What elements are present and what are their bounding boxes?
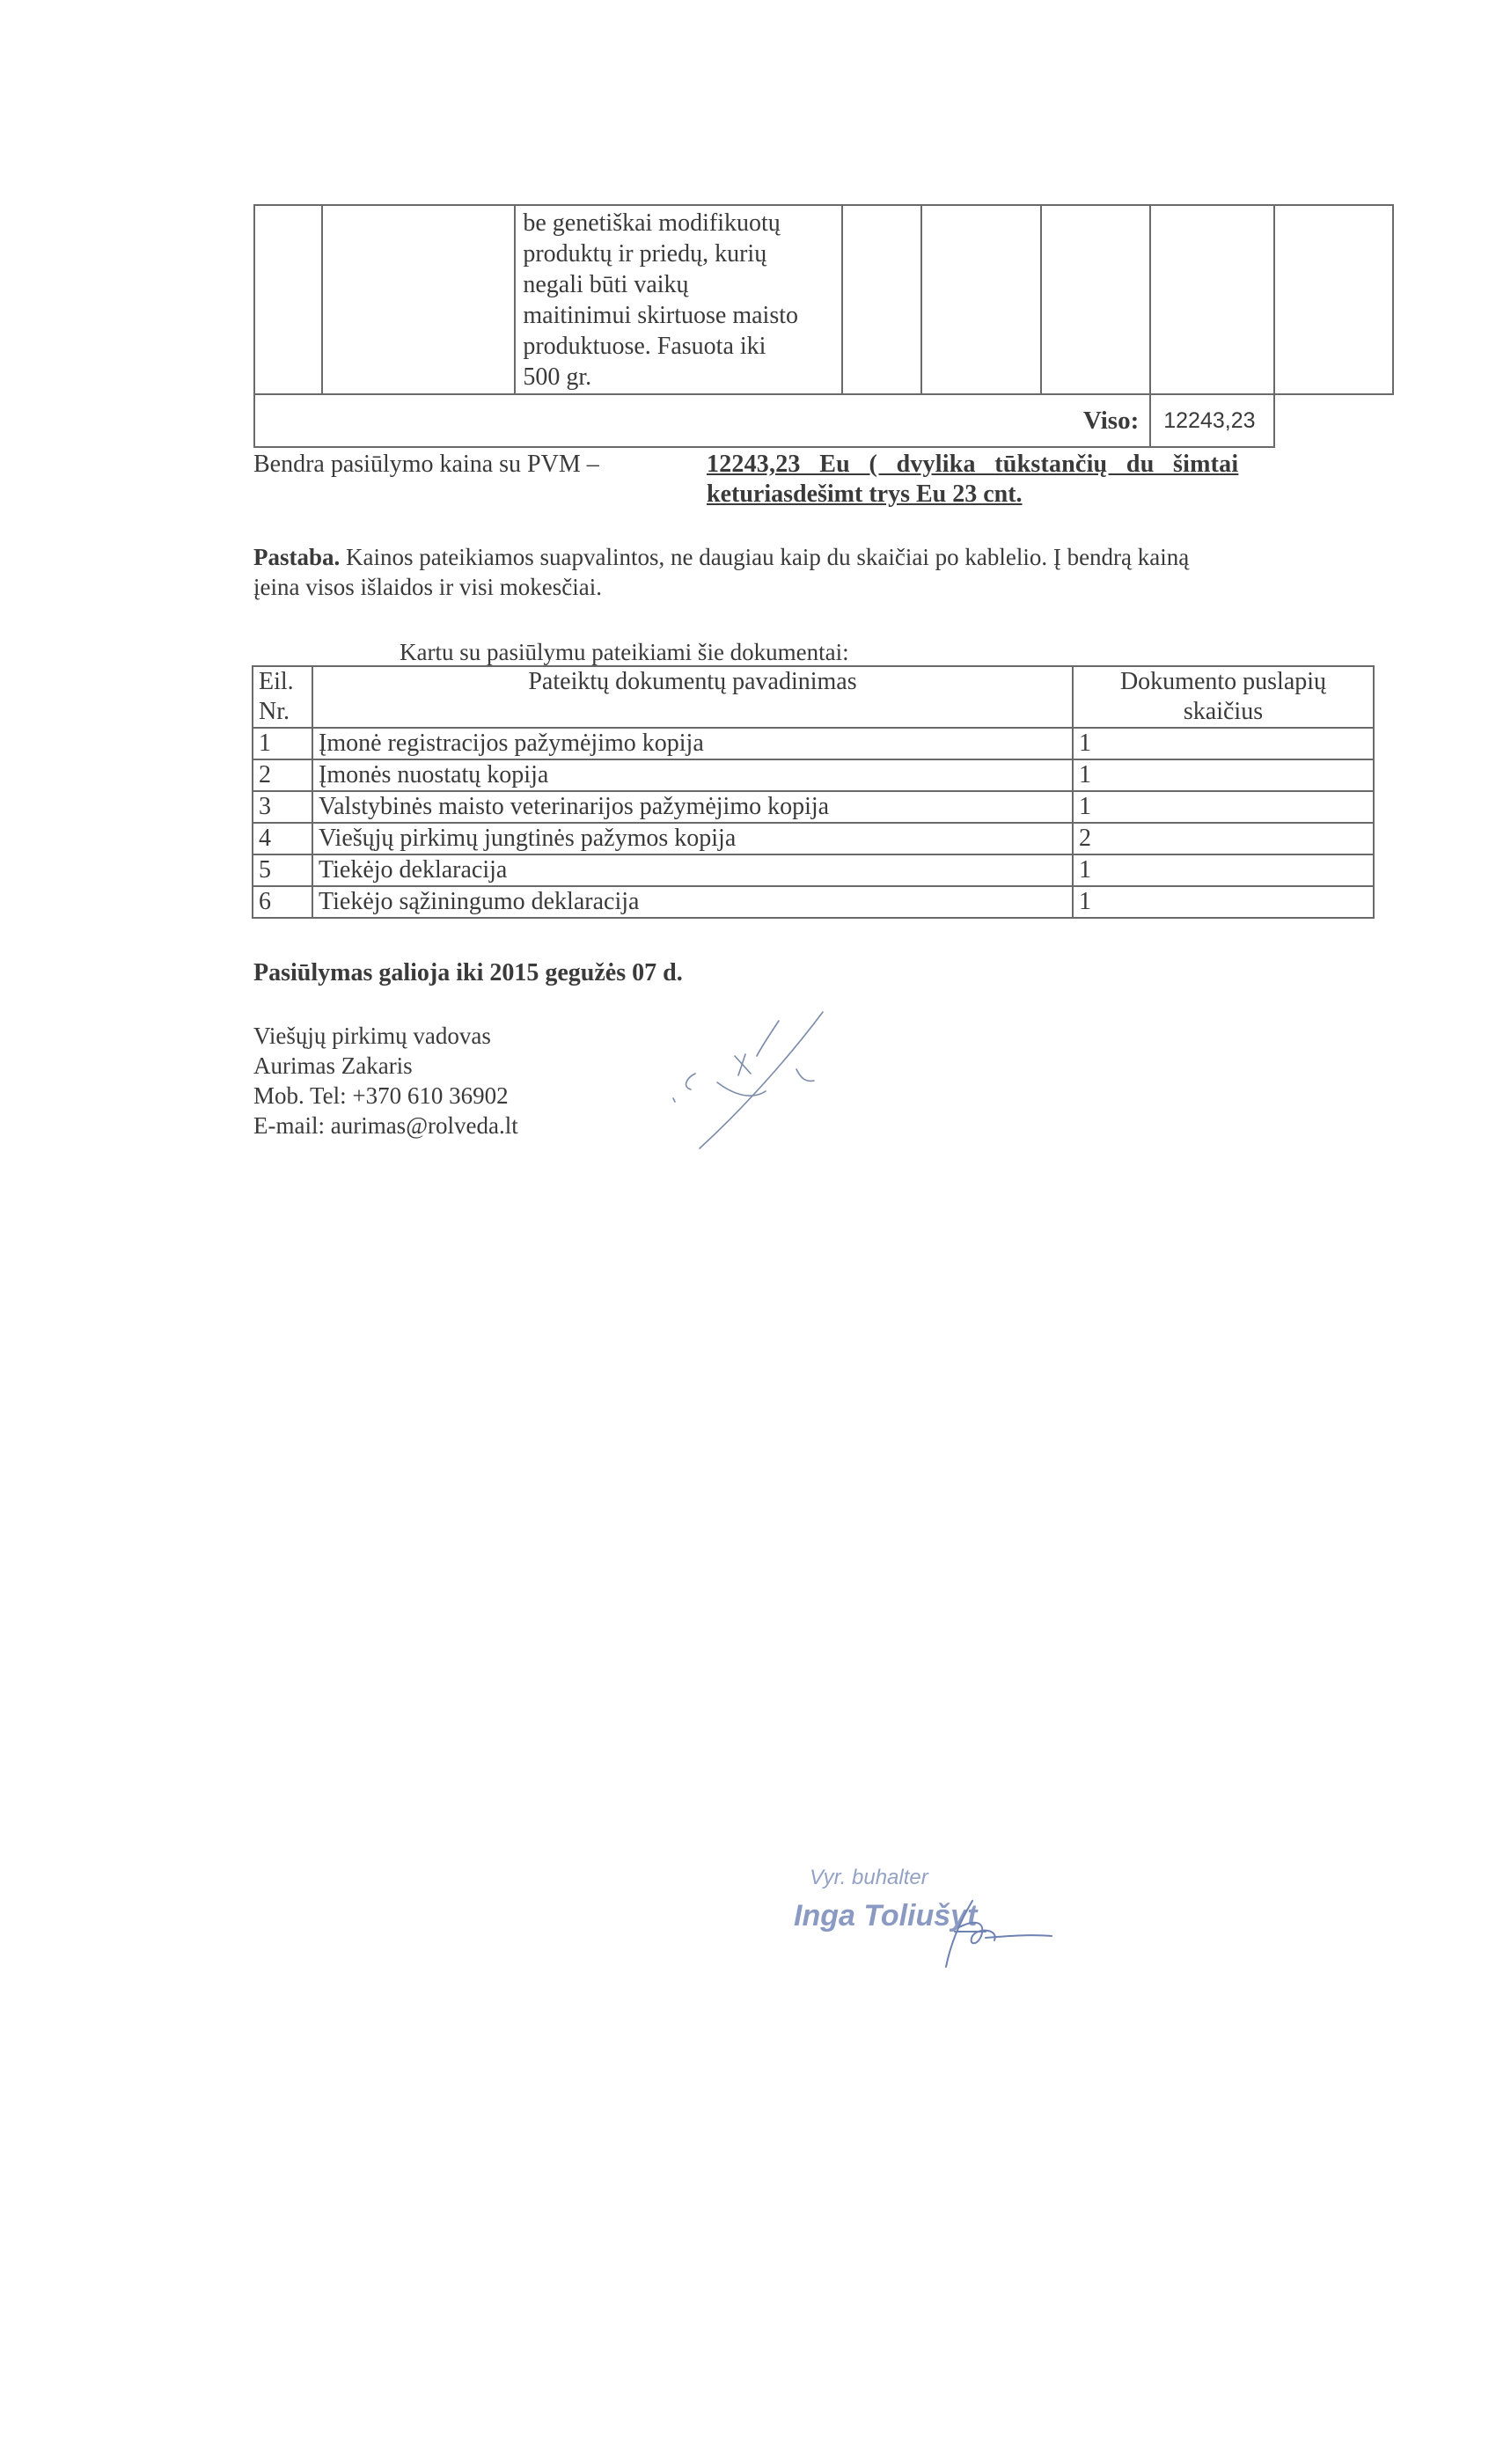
table-row xyxy=(253,759,1374,791)
row-name: Viešųjų pirkimų jungtinės pažymos kopija xyxy=(312,823,1073,854)
row-no: 4 xyxy=(253,823,312,854)
table-cell xyxy=(1150,205,1274,394)
table-row xyxy=(253,791,1374,823)
row-pages: 1 xyxy=(1073,854,1374,886)
product-description xyxy=(515,205,842,394)
note-bold: Pastaba. xyxy=(253,544,341,570)
row-pages: 2 xyxy=(1073,823,1374,854)
row-pages: 1 xyxy=(1073,886,1374,918)
table-row xyxy=(253,854,1374,886)
product-row xyxy=(254,205,1393,394)
description-line: maitinimui skirtuose maisto xyxy=(523,302,799,329)
row-name: Valstybinės maisto veterinarijos pažymėjimo kopija xyxy=(312,791,1073,823)
header-pages xyxy=(1073,666,1374,728)
total-value: 12243,23 xyxy=(1150,394,1274,447)
header-no xyxy=(253,666,312,728)
offer-total-amount-line2: keturiasdešimt trys Eu 23 cnt. xyxy=(707,480,1023,508)
note-line1 xyxy=(253,542,1189,572)
stamp-role: Vyr. buhalter xyxy=(810,1866,928,1889)
row-no: 5 xyxy=(253,854,312,886)
table-row xyxy=(253,728,1374,759)
contact-phone: Mob. Tel: +370 610 36902 xyxy=(253,1082,509,1109)
table-header-row xyxy=(253,666,1374,728)
row-no: 2 xyxy=(253,759,312,791)
validity-text: Pasiūlymas galioja iki 2015 gegužės 07 d. xyxy=(253,959,683,986)
documents-intro: Kartu su pasiūlymu pateikiami šie dokumentai: xyxy=(400,639,849,665)
row-name: Tiekėjo deklaracija xyxy=(312,854,1073,886)
table-cell xyxy=(921,205,1042,394)
description-line: produktuose. Fasuota iki xyxy=(523,333,766,360)
row-no: 1 xyxy=(253,728,312,759)
header-name: Pateiktų dokumentų pavadinimas xyxy=(312,666,1073,728)
header-pages-line1: Dokumento puslapių xyxy=(1119,668,1327,695)
product-table xyxy=(253,204,1394,448)
table-cell xyxy=(254,205,322,394)
table-cell xyxy=(1274,205,1393,394)
row-name: Tiekėjo sąžiningumo deklaracija xyxy=(312,886,1073,918)
total-label: Viso: xyxy=(254,394,1150,447)
accountant-signature xyxy=(933,1892,1056,1971)
total-row xyxy=(254,394,1393,447)
row-no: 3 xyxy=(253,791,312,823)
contact-block xyxy=(253,1021,518,1140)
row-name: Įmonės nuostatų kopija xyxy=(312,759,1073,791)
description-line: produktų ir priedų, kurių xyxy=(523,240,767,268)
offer-total-amount-line1: 12243,23 Eu ( dvylika tūkstančių du šimtai xyxy=(707,451,1239,478)
table-cell xyxy=(1041,205,1150,394)
row-name: Įmonė registracijos pažymėjimo kopija xyxy=(312,728,1073,759)
description-line: be genetiškai modifikuotų xyxy=(523,209,781,237)
signature xyxy=(647,994,876,1162)
row-no: 6 xyxy=(253,886,312,918)
row-pages: 1 xyxy=(1073,728,1374,759)
contact-role: Viešųjų pirkimų vadovas xyxy=(253,1023,491,1049)
description-line: 500 gr. xyxy=(523,363,592,391)
row-pages: 1 xyxy=(1073,791,1374,823)
header-no-line1: Eil. xyxy=(259,668,294,695)
row-pages: 1 xyxy=(1073,759,1374,791)
header-pages-line2: skaičius xyxy=(1183,698,1264,725)
documents-table xyxy=(252,665,1375,919)
table-cell xyxy=(322,205,515,394)
stamp-name: Inga Toliušyt xyxy=(794,1899,978,1932)
table-cell xyxy=(1274,394,1393,447)
note-line2: įeina visos išlaidos ir visi mokesčiai. xyxy=(253,574,602,600)
contact-email: E-mail: aurimas@rolveda.lt xyxy=(253,1112,518,1139)
table-cell xyxy=(842,205,920,394)
table-row xyxy=(253,823,1374,854)
note-text: Kainos pateikiamos suapvalintos, ne daugiau kaip du skaičiai po kablelio. Į bendrą kainą xyxy=(340,544,1190,570)
offer-total-label: Bendra pasiūlymo kaina su PVM – xyxy=(253,451,599,478)
description-line: negali būti vaikų xyxy=(523,271,689,298)
header-no-line2: Nr. xyxy=(259,698,290,725)
contact-name: Aurimas Zakaris xyxy=(253,1052,413,1079)
table-row xyxy=(253,886,1374,918)
